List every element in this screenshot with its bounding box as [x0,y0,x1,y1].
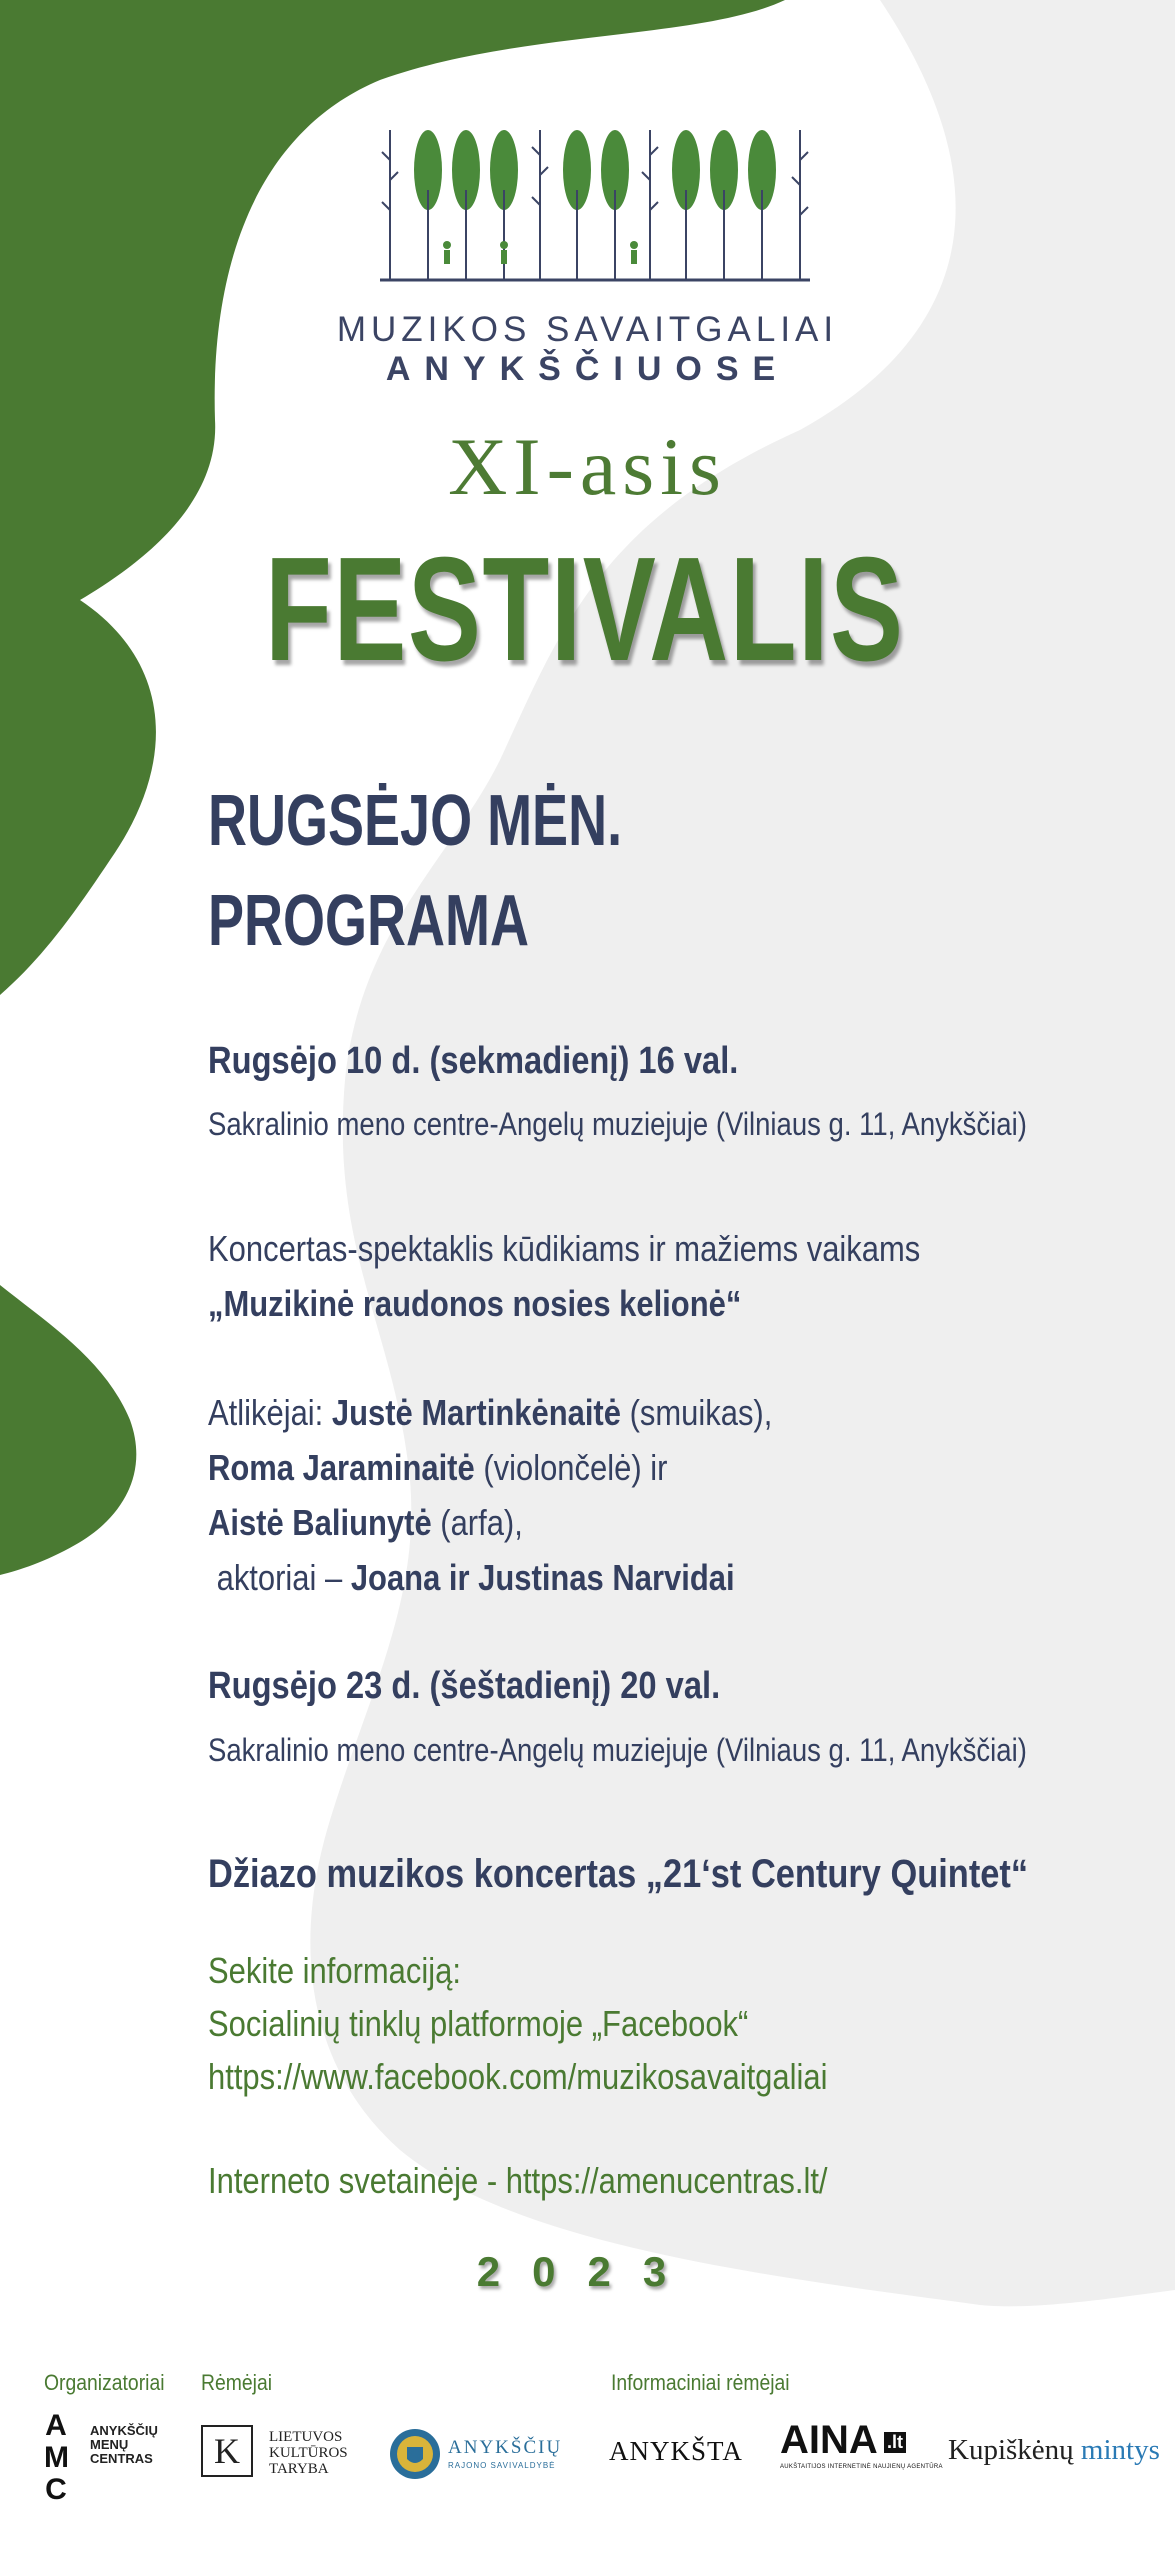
logo-title-line2: ANYKŠČIUOSE [385,350,790,388]
amc-line3: CENTRAS [90,2451,153,2466]
aina-sub: AUKŠTAITIJOS INTERNETINĖ NAUJIENŲ AGENTŪRA [780,2464,943,2470]
anyksciu-municipality-logo [388,2427,578,2483]
follow-label: Sekite informaciją: [208,1950,461,1991]
organizers-label: Organizatoriai [44,2370,165,2395]
performer2-role: (violončelė) ir [474,1447,668,1488]
performer1-role: (smuikas), [620,1392,773,1433]
amc-letter-a: A [45,2409,67,2442]
aina-lt: .lt [884,2432,906,2453]
event1-actors-line [208,1557,735,1599]
anyksciu-title: ANYKŠČIŲ [448,2437,563,2458]
performer2-name: Roma Jaraminaitė [208,1447,475,1488]
amc-line2: MENŲ [90,2437,129,2452]
performer3-name: Aistė Baliunytė [208,1502,432,1543]
amc-line1: ANYKŠČIŲ [90,2423,158,2438]
media-sponsors-label: Informaciniai rėmėjai [611,2370,790,2395]
ltk-letter: K [201,2425,253,2477]
sponsors-label: Rėmėjai [201,2370,273,2395]
event1-venue: Sakralinio meno centre-Angelų muziejuje (Vilniaus g. 11, Anykščiai) [208,1106,1027,1142]
event1-performers-line3 [208,1502,523,1544]
coat-of-arms-icon [388,2427,442,2481]
performer3-role: (arfa), [431,1502,523,1543]
edition-label: XI-asis [448,421,727,512]
facebook-link[interactable]: https://www.facebook.com/muzikosavaitgaliai [208,2056,828,2097]
ltk-line3: TARYBA [269,2461,329,2477]
performers-label: Atlikėjai: [208,1392,332,1433]
event2-title: Džiazo muzikos koncertas „21‘st Century Quintet“ [208,1852,1029,1896]
ltk-line2: KULTŪROS [269,2445,348,2461]
program-heading-line2: PROGRAMA [208,881,529,961]
event1-performers-line1 [208,1392,772,1434]
aina-text: AINA [780,2418,878,2462]
kupiskenu-logo [948,2434,1160,2467]
logo-title-line1: MUZIKOS SAVAITGALIAI [336,310,839,349]
anyksta-logo: ANYKŠTA [609,2436,743,2466]
social-label: Socialinių tinklų platformoje „Facebook“ [208,2003,749,2044]
event1-performers-line2 [208,1447,667,1489]
anyksciu-sub: RAJONO SAVIVALDYBĖ [448,2461,556,2470]
website-link[interactable]: Interneto svetainėje - https://amenucentras.lt/ [208,2160,828,2201]
program-heading-line1: RUGSĖJO MĖN. [208,781,623,861]
amc-letter-c: C [45,2473,67,2506]
event1-date: Rugsėjo 10 d. (sekmadienį) 16 val. [208,1040,739,1082]
actors-names: Joana ir Justinas Narvidai [350,1557,735,1598]
amc-logo [44,2410,164,2520]
event2-date: Rugsėjo 23 d. (šeštadienį) 20 val. [208,1665,721,1707]
year-label: 2023 [476,2248,699,2295]
ltk-line1: LIETUVOS [269,2429,343,2445]
event1-title: „Muzikinė raudonos nosies kelionė“ [208,1283,742,1324]
ltk-logo [201,2425,371,2485]
festival-title: FESTIVALIS [265,527,905,692]
mintys-text: mintys [1080,2434,1160,2466]
amc-letter-m: M [44,2441,69,2474]
kupiskenu-text: Kupiškėnų [948,2434,1074,2466]
actors-label: aktoriai – [208,1557,351,1598]
performer1-name: Justė Martinkėnaitė [331,1392,621,1433]
event1-description: Koncertas-spektaklis kūdikiams ir mažiems vaikams [208,1228,921,1269]
piano-trees-icon [380,120,810,290]
event2-venue: Sakralinio meno centre-Angelų muziejuje (Vilniaus g. 11, Anykščiai) [208,1732,1027,1768]
aina-logo [780,2418,943,2478]
